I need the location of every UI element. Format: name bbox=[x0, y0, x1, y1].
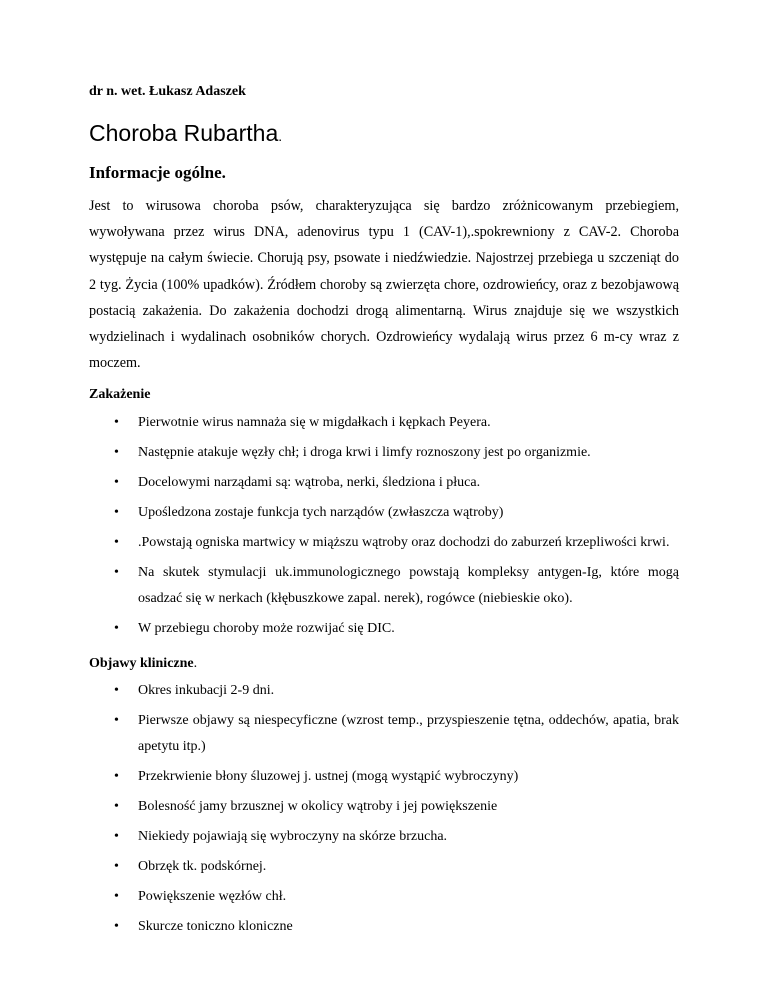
bullet-icon: • bbox=[114, 798, 119, 814]
bullet-icon: • bbox=[114, 888, 119, 904]
general-info-paragraph: Jest to wirusowa choroba psów, charakteryzująca się bardzo zróżnicowanym przebiegiem, wywoływana przez wirus DNA, adenovirus typu 1 (CAV-1),.spokrewniony z CAV-2. Choroba występuje na całym świecie. Chorują psy, psowate i niedźwiedzie. Najostrzej przebiega u szczeniąt do 2 tyg. Życia (100% upadków). Źródłem choroby są zwierzęta chore, ozdrowieńcy, oraz z bezobjawową postacią zakażenia. Do zakażenia dochodzi drogą alimentarną. Wirus znajduje się we wszystkich wydzielinach i wydalinach osobników chorych. Ozdrowieńcy wydalają wirus przez 6 m-cy wraz z moczem. bbox=[89, 198, 679, 372]
infection-heading: Zakażenie bbox=[89, 387, 151, 402]
bullet-icon: • bbox=[114, 683, 119, 698]
document-title bbox=[89, 120, 282, 147]
list-item: • Okres inkubacji 2-9 dni. bbox=[89, 678, 679, 704]
symptoms-heading: Objawy kliniczne. bbox=[89, 656, 198, 671]
list-item: • Pierwsze objawy są niespecyficzne (wzrost temp., przyspieszenie tętna, oddechów, apatia, brak apetytu itp.) bbox=[89, 708, 679, 759]
list-item: • W przebiegu choroby może rozwijać się DIC. bbox=[89, 616, 679, 642]
list-item: • Upośledzona zostaje funkcja tych narządów (zwłaszcza wątroby) bbox=[89, 500, 679, 526]
bullet-icon: • bbox=[114, 713, 119, 728]
list-item: • Przekrwienie błony śluzowej j. ustnej (mogą wystąpić wybroczyny) bbox=[89, 764, 679, 790]
list-item: • Na skutek stymulacji uk.immunologicznego powstają kompleksy antygen-Ig, które mogą osadzać się w nerkach (kłębuszkowe zapal. nerek), rogówce (niebieskie oko). bbox=[89, 560, 679, 611]
list-item: • Następnie atakuje węzły chł; i droga krwi i limfy roznoszony jest po organizmie. bbox=[89, 440, 679, 466]
bullet-icon: • bbox=[114, 535, 119, 550]
list-item: • .Powstają ogniska martwicy w miąższu wątroby oraz dochodzi do zaburzeń krzepliwości krwi. bbox=[89, 530, 679, 556]
title-period: . bbox=[278, 128, 283, 144]
bullet-icon: • bbox=[114, 828, 119, 844]
list-item: • Docelowymi narządami są: wątroba, nerki, śledziona i płuca. bbox=[89, 470, 679, 496]
bullet-icon: • bbox=[114, 858, 119, 874]
bullet-icon: • bbox=[114, 565, 119, 580]
bullet-icon: • bbox=[114, 475, 119, 490]
general-info-heading: Informacje ogólne. bbox=[89, 163, 226, 182]
title-text: Choroba Rubartha bbox=[89, 120, 279, 146]
bullet-icon: • bbox=[114, 415, 119, 430]
author-line: dr n. wet. Łukasz Adaszek bbox=[89, 84, 246, 99]
bullet-icon: • bbox=[114, 445, 119, 460]
bullet-icon: • bbox=[114, 620, 119, 636]
list-item: • Pierwotnie wirus namnaża się w migdałkach i kępkach Peyera. bbox=[89, 410, 679, 436]
list-item: • Powiększenie węzłów chł. bbox=[89, 884, 679, 910]
infection-list bbox=[89, 410, 679, 646]
bullet-icon: • bbox=[114, 505, 119, 520]
bullet-icon: • bbox=[114, 768, 119, 784]
bullet-icon: • bbox=[114, 918, 119, 934]
symptoms-list bbox=[89, 678, 679, 944]
list-item: • Niekiedy pojawiają się wybroczyny na skórze brzucha. bbox=[89, 824, 679, 850]
list-item: • Skurcze toniczno kloniczne bbox=[89, 914, 679, 940]
list-item: • Bolesność jamy brzusznej w okolicy wątroby i jej powiększenie bbox=[89, 794, 679, 820]
list-item: • Obrzęk tk. podskórnej. bbox=[89, 854, 679, 880]
